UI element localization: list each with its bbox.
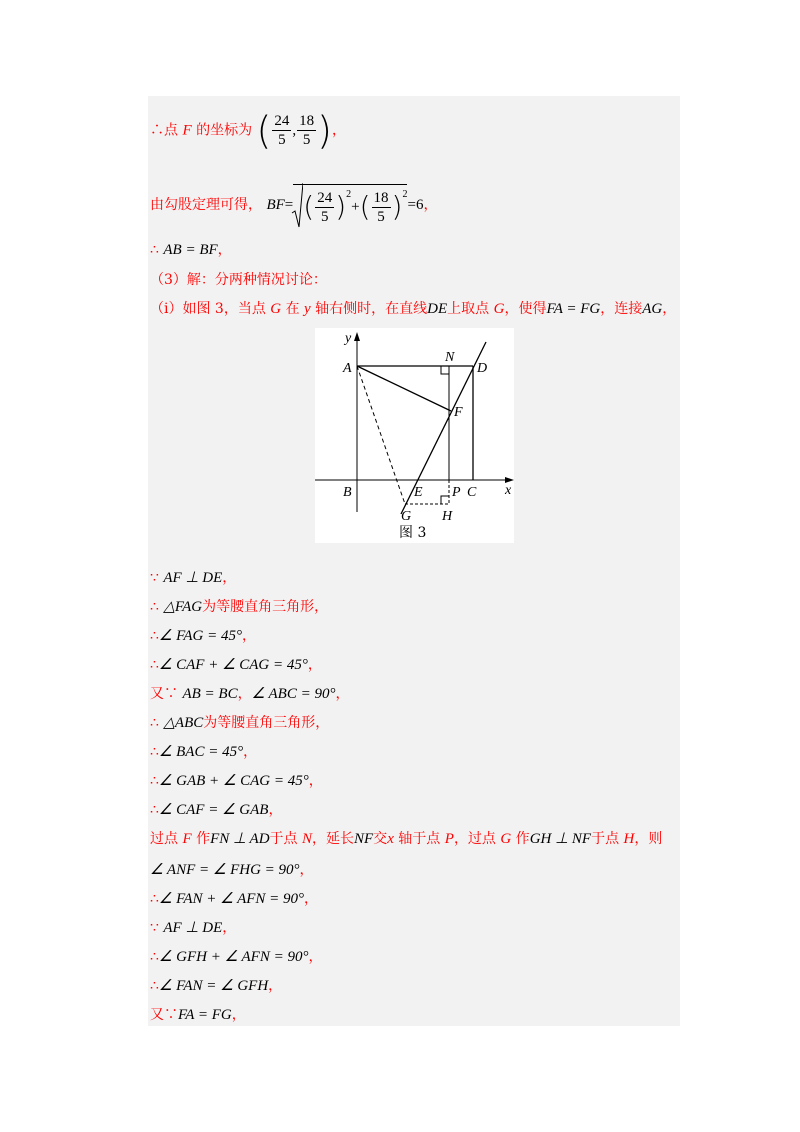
text: 的坐标为 (191, 122, 253, 139)
answer-panel (148, 96, 680, 1026)
segment-af (357, 366, 451, 411)
proof-line-12: ∴∠ FAN + ∠ AFN = 90°， (150, 891, 319, 907)
right-angle-h-icon (441, 496, 449, 504)
line-ab-eq-bf: ∴ AB = BF， (150, 242, 232, 258)
fraction-24-5: $\frac{24}{5}$ (274, 113, 290, 148)
figure-caption: 图 3 (399, 525, 427, 541)
equals: = (284, 196, 294, 213)
line-case-i: （i）如图 3，当点 G 在 y 轴右侧时，在直线DE上取点 G，使得FA = FG，连接AG， (150, 301, 677, 317)
proof-line-7: ∴∠ BAC = 45°， (150, 744, 258, 760)
comma: , (292, 122, 297, 139)
label-d: D (477, 361, 488, 376)
label-h: H (442, 509, 453, 524)
segment-ag (357, 366, 405, 504)
label-e: E (414, 485, 423, 500)
proof-line-5: 又∵ AB = BC，∠ ABC = 90°， (150, 686, 350, 702)
proof-line-16: 又∵FA = FG， (150, 1007, 246, 1023)
line-part-3: （3）解：分两种情况讨论： (150, 272, 327, 288)
proof-line-1: ∵ AF ⊥ DE， (150, 570, 237, 586)
text: ∴点 (150, 122, 183, 139)
proof-line-2: ∴ △FAG为等腰直角三角形， (150, 599, 329, 615)
label-f: F (454, 405, 463, 420)
text: 由勾股定理可得， (150, 196, 262, 213)
label-c: C (467, 485, 477, 500)
label-a: A (343, 361, 352, 376)
proof-line-13: ∵ AF ⊥ DE， (150, 920, 237, 936)
proof-line-14: ∴∠ GFH + ∠ AFN = 90°， (150, 949, 323, 965)
label-y: y (345, 331, 352, 346)
sqrt-expression: ( $\frac{24}{5}$ )$^2$+( $\frac{18}{5}$ )$^2$ (293, 184, 407, 226)
proof-line-3: ∴∠ FAG = 45°， (150, 628, 256, 644)
text: ， (331, 122, 346, 139)
label-x: x (505, 483, 512, 498)
fraction-18-5: $\frac{18}{5}$ (299, 113, 315, 148)
var-f: F (182, 122, 192, 139)
proof-line-4: ∴∠ CAF + ∠ CAG = 45°， (150, 657, 322, 673)
line-pythagoras: 由勾股定理可得， BF= ( $\frac{24}{5}$ )$^2$+( $\frac{18}{5}$ )$^2$=6， (150, 184, 437, 226)
right-paren: ) (317, 108, 332, 153)
proof-line-9: ∴∠ CAF = ∠ GAB， (150, 802, 283, 818)
y-axis-arrow-icon (354, 332, 360, 341)
label-p: P (452, 485, 461, 500)
proof-line-8: ∴∠ GAB + ∠ CAG = 45°， (150, 773, 323, 789)
label-g: G (401, 509, 412, 524)
var-bf: BF (266, 196, 285, 213)
geometry-diagram (315, 328, 514, 543)
result-6: 6 (415, 196, 424, 213)
proof-line-6: ∴ △ABC为等腰直角三角形， (150, 715, 330, 731)
radical-icon (291, 183, 303, 229)
line-point-f-coords (150, 108, 346, 153)
right-angle-n-icon (441, 366, 449, 374)
proof-line-15: ∴∠ FAN = ∠ GFH， (150, 978, 283, 994)
label-b: B (343, 485, 352, 500)
label-n: N (445, 350, 455, 365)
figure-3 (315, 328, 514, 543)
proof-line-10: 过点 F 作FN ⊥ AD于点 N，延长NF交x 轴于点 P，过点 G 作GH ⊥ NF于点 H，则 (150, 831, 663, 847)
left-paren: ( (256, 108, 272, 153)
proof-line-11: ∠ ANF = ∠ FHG = 90°， (150, 862, 314, 878)
